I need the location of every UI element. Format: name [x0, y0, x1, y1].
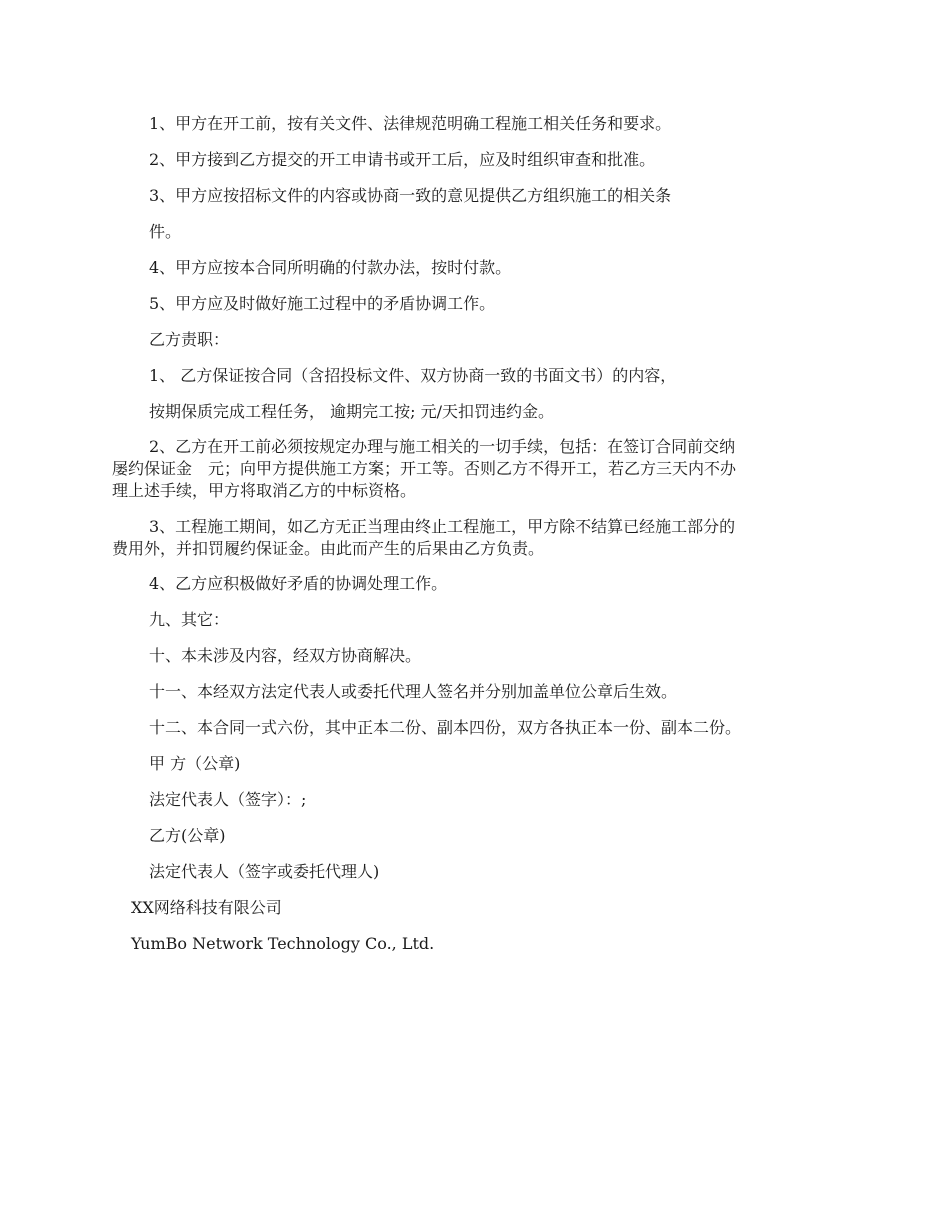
party-b-duty-1-cont: 按期保质完成工程任务， 逾期完工按; 元/天扣罚违约金。: [149, 402, 554, 421]
party-a-duty-1: 1、甲方在开工前，按有关文件、法律规范明确工程施工相关任务和要求。: [149, 114, 672, 133]
party-a-duty-2: 2、甲方接到乙方提交的开工申请书或开工后，应及时组织审查和批准。: [149, 150, 656, 169]
party-b-duty-3: [112, 516, 842, 560]
party-a-duty-3: 3、甲方应按招标文件的内容或协商一致的意见提供乙方组织施工的相关条: [149, 186, 672, 205]
clause-12: 十二、本合同一式六份，其中正本二份、副本四份，双方各执正本一份、副本二份。: [149, 718, 742, 737]
party-b-seal: 乙方(公章): [149, 826, 226, 845]
company-name-cn: XX网络科技有限公司: [131, 898, 282, 917]
party-b-duty-2: [112, 436, 842, 502]
party-b-duty-3-line-2: 费用外，并扣罚履约保证金。由此而产生的后果由乙方负责。: [112, 539, 545, 558]
party-b-duty-2-line-1: 2、乙方在开工前必须按规定办理与施工相关的一切手续，包括：在签订合同前交纳: [149, 437, 736, 456]
party-a-representative: 法定代表人（签字）：;: [149, 790, 307, 809]
clause-10: 十、本未涉及内容，经双方协商解决。: [149, 646, 422, 665]
party-b-duty-2-line-3: 理上述手续，甲方将取消乙方的中标资格。: [112, 481, 417, 500]
company-name-en: YumBo Network Technology Co., Ltd.: [131, 934, 435, 953]
party-a-duty-3-cont: 件。: [149, 222, 182, 241]
party-b-duty-4: 4、乙方应积极做好矛盾的协调处理工作。: [149, 574, 448, 593]
party-b-duty-3-line-1: 3、工程施工期间，如乙方无正当理由终止工程施工，甲方除不结算已经施工部分的: [149, 517, 736, 536]
party-b-duty-2-line-2: 屡约保证金 元；向甲方提供施工方案；开工等。否则乙方不得开工，若乙方三天内不办: [112, 459, 737, 478]
party-a-duty-4: 4、甲方应按本合同所明确的付款办法，按时付款。: [149, 258, 512, 277]
party-a-duty-5: 5、甲方应及时做好施工过程中的矛盾协调工作。: [149, 294, 496, 313]
clause-11: 十一、本经双方法定代表人或委托代理人签名并分别加盖单位公章后生效。: [149, 682, 678, 701]
party-b-heading: 乙方责职：: [149, 330, 230, 349]
party-b-representative: 法定代表人（签字或委托代理人): [149, 862, 380, 881]
party-a-seal: 甲 方（公章): [149, 754, 241, 773]
clause-9: 九、其它：: [149, 610, 230, 629]
party-b-duty-1: 1、 乙方保证按合同（含招投标文件、双方协商一致的书面文书）的内容，: [149, 366, 677, 385]
